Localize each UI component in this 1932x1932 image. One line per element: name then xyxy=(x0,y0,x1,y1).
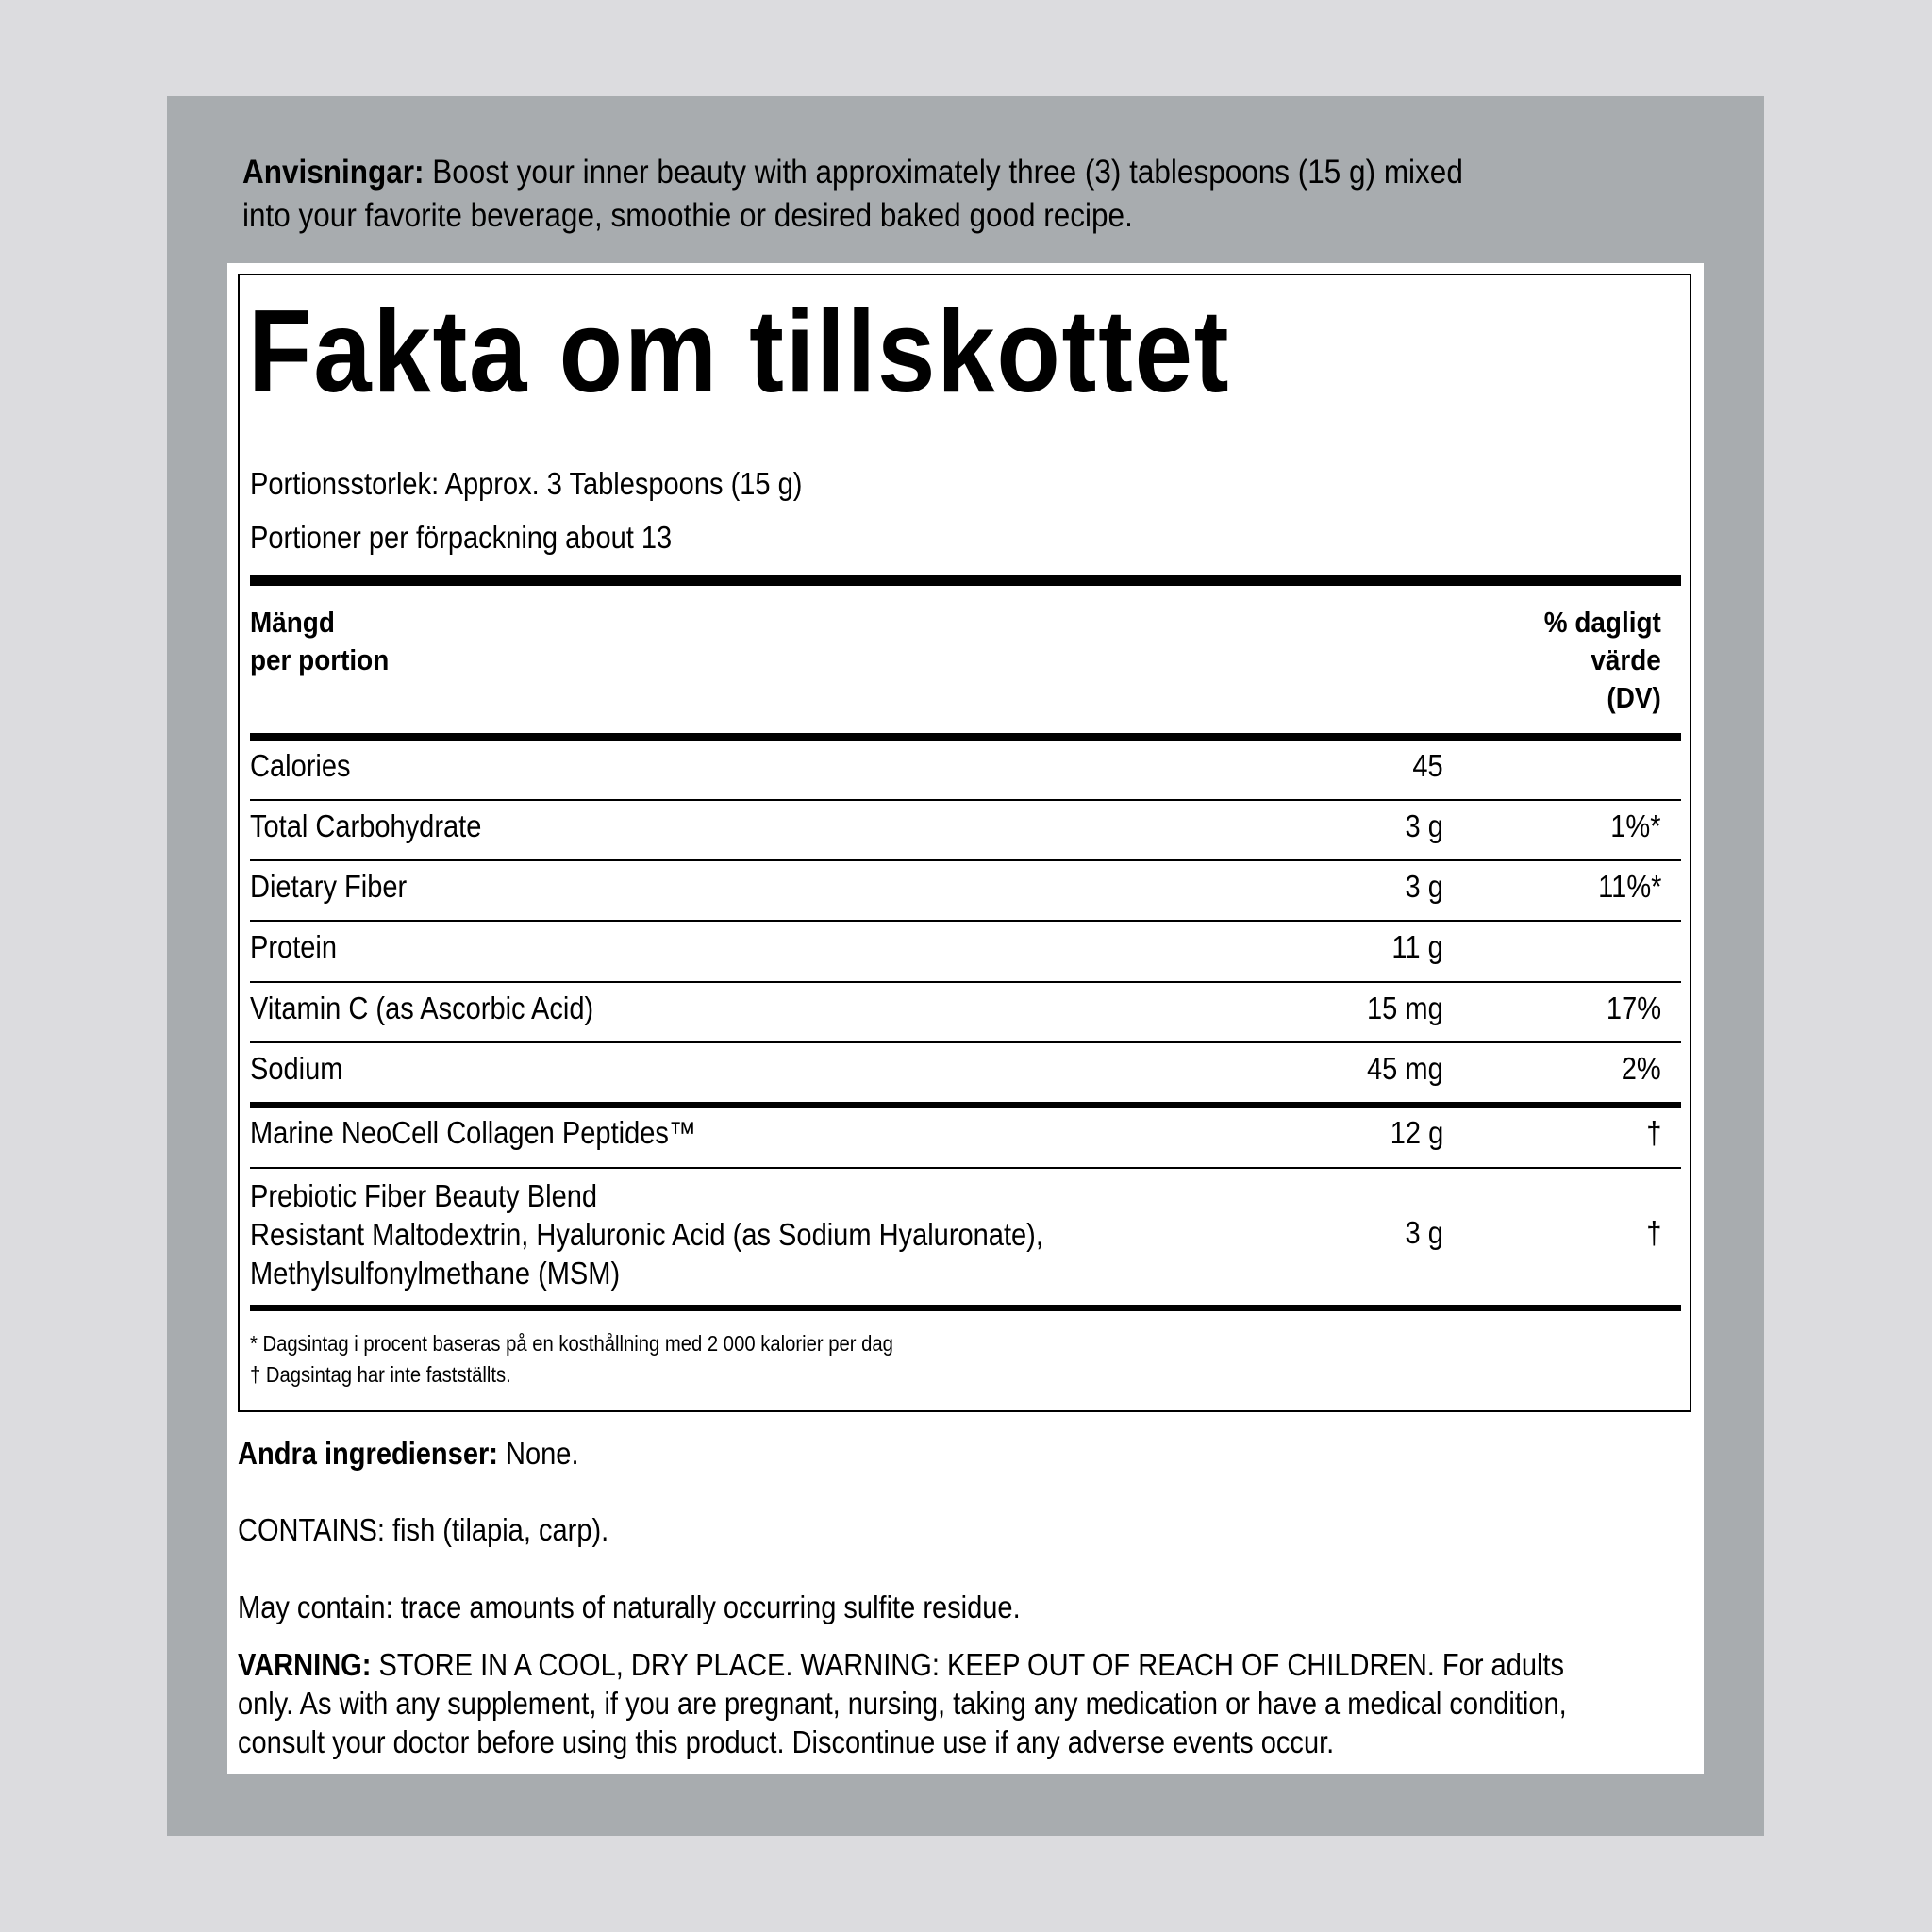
nutrient-amount: 45 mg xyxy=(1367,1051,1443,1086)
row-divider xyxy=(250,920,1681,922)
warning-label: VARNING: xyxy=(238,1647,372,1682)
nutrient-name: Total Carbohydrate xyxy=(250,808,482,843)
nutrient-dv: 2% xyxy=(1622,1051,1661,1086)
nutrient-dv: 1%* xyxy=(1610,808,1661,843)
amount-header-line1: Mängd xyxy=(250,606,335,639)
ingredient-name: Marine NeoCell Collagen Peptides™ xyxy=(250,1115,696,1150)
nutrient-amount: 45 xyxy=(1412,748,1443,783)
nutrient-amount: 11 g xyxy=(1391,929,1443,964)
thick-divider-top xyxy=(250,575,1681,586)
blend-amount: 3 g xyxy=(1405,1215,1443,1250)
nutrient-amount: 15 mg xyxy=(1367,991,1443,1025)
warning-body: STORE IN A COOL, DRY PLACE. WARNING: KEEP OUT OF REACH OF CHILDREN. For adults only. As with any supplement, if you are pregnant, nursing, taking any medication or have a medical condition, consult your doctor before using this product. Discontinue use if any adverse events occur. xyxy=(238,1647,1567,1759)
dv-header-line3: (DV) xyxy=(1607,681,1661,714)
nutrient-dv: 11%* xyxy=(1597,869,1661,904)
servings-per-container: Portioner per förpackning about 13 xyxy=(250,520,673,555)
thick-divider-mid xyxy=(250,1102,1681,1108)
thick-divider-header xyxy=(250,733,1681,741)
blend-dv: † xyxy=(1645,1215,1661,1250)
ingredient-amount: 12 g xyxy=(1390,1115,1443,1150)
thick-divider-bottom xyxy=(250,1305,1681,1311)
other-ingredients-label: Andra ingredienser: xyxy=(238,1436,498,1471)
nutrient-name: Protein xyxy=(250,929,338,964)
ingredient-dv: † xyxy=(1645,1115,1661,1150)
row-divider xyxy=(250,1041,1681,1043)
row-divider xyxy=(250,981,1681,983)
nutrient-amount: 3 g xyxy=(1405,808,1443,843)
blend-ingredients-line2: Methylsulfonylmethane (MSM) xyxy=(250,1256,621,1291)
amount-header-line2: per portion xyxy=(250,643,390,676)
facts-title: Fakta om tillskottet xyxy=(248,287,1231,417)
other-ingredients xyxy=(238,1434,1566,1473)
dv-header xyxy=(1544,604,1661,717)
blend-name xyxy=(250,1176,1043,1292)
directions-label: Anvisningar: xyxy=(242,154,425,191)
row-divider xyxy=(250,1167,1681,1169)
dv-header-line2: värde xyxy=(1591,643,1661,676)
dv-header-line1: % dagligt xyxy=(1543,606,1661,639)
nutrient-name: Sodium xyxy=(250,1051,343,1086)
footnote-daily-value: * Dagsintag i procent baseras på en kosthållning med 2 000 kalorier per dag xyxy=(250,1331,893,1356)
nutrient-dv: 17% xyxy=(1606,991,1661,1025)
amount-header xyxy=(250,604,389,679)
blend-ingredients-line1: Resistant Maltodextrin, Hyaluronic Acid (as Sodium Hyaluronate), xyxy=(250,1217,1043,1252)
row-divider xyxy=(250,799,1681,801)
blend-title: Prebiotic Fiber Beauty Blend xyxy=(250,1178,598,1213)
row-divider xyxy=(250,859,1681,861)
serving-size: Portionsstorlek: Approx. 3 Tablespoons (15 g) xyxy=(250,466,803,501)
nutrient-name: Calories xyxy=(250,748,351,783)
directions-body: Boost your inner beauty with approximately three (3) tablespoons (15 g) mixed into your favorite beverage, smoothie or desired baked good recipe. xyxy=(242,154,1463,234)
contains-statement: CONTAINS: fish (tilapia, carp). xyxy=(238,1512,609,1547)
warning-text xyxy=(238,1645,1624,1761)
footnote-dagger: † Dagsintag har inte fastställts. xyxy=(250,1362,511,1387)
nutrient-name: Dietary Fiber xyxy=(250,869,408,904)
nutrient-name: Vitamin C (as Ascorbic Acid) xyxy=(250,991,594,1025)
may-contain-statement: May contain: trace amounts of naturally occurring sulfite residue. xyxy=(238,1590,1021,1624)
directions-text xyxy=(242,151,1516,238)
nutrient-amount: 3 g xyxy=(1405,869,1443,904)
other-ingredients-value: None. xyxy=(497,1436,579,1471)
